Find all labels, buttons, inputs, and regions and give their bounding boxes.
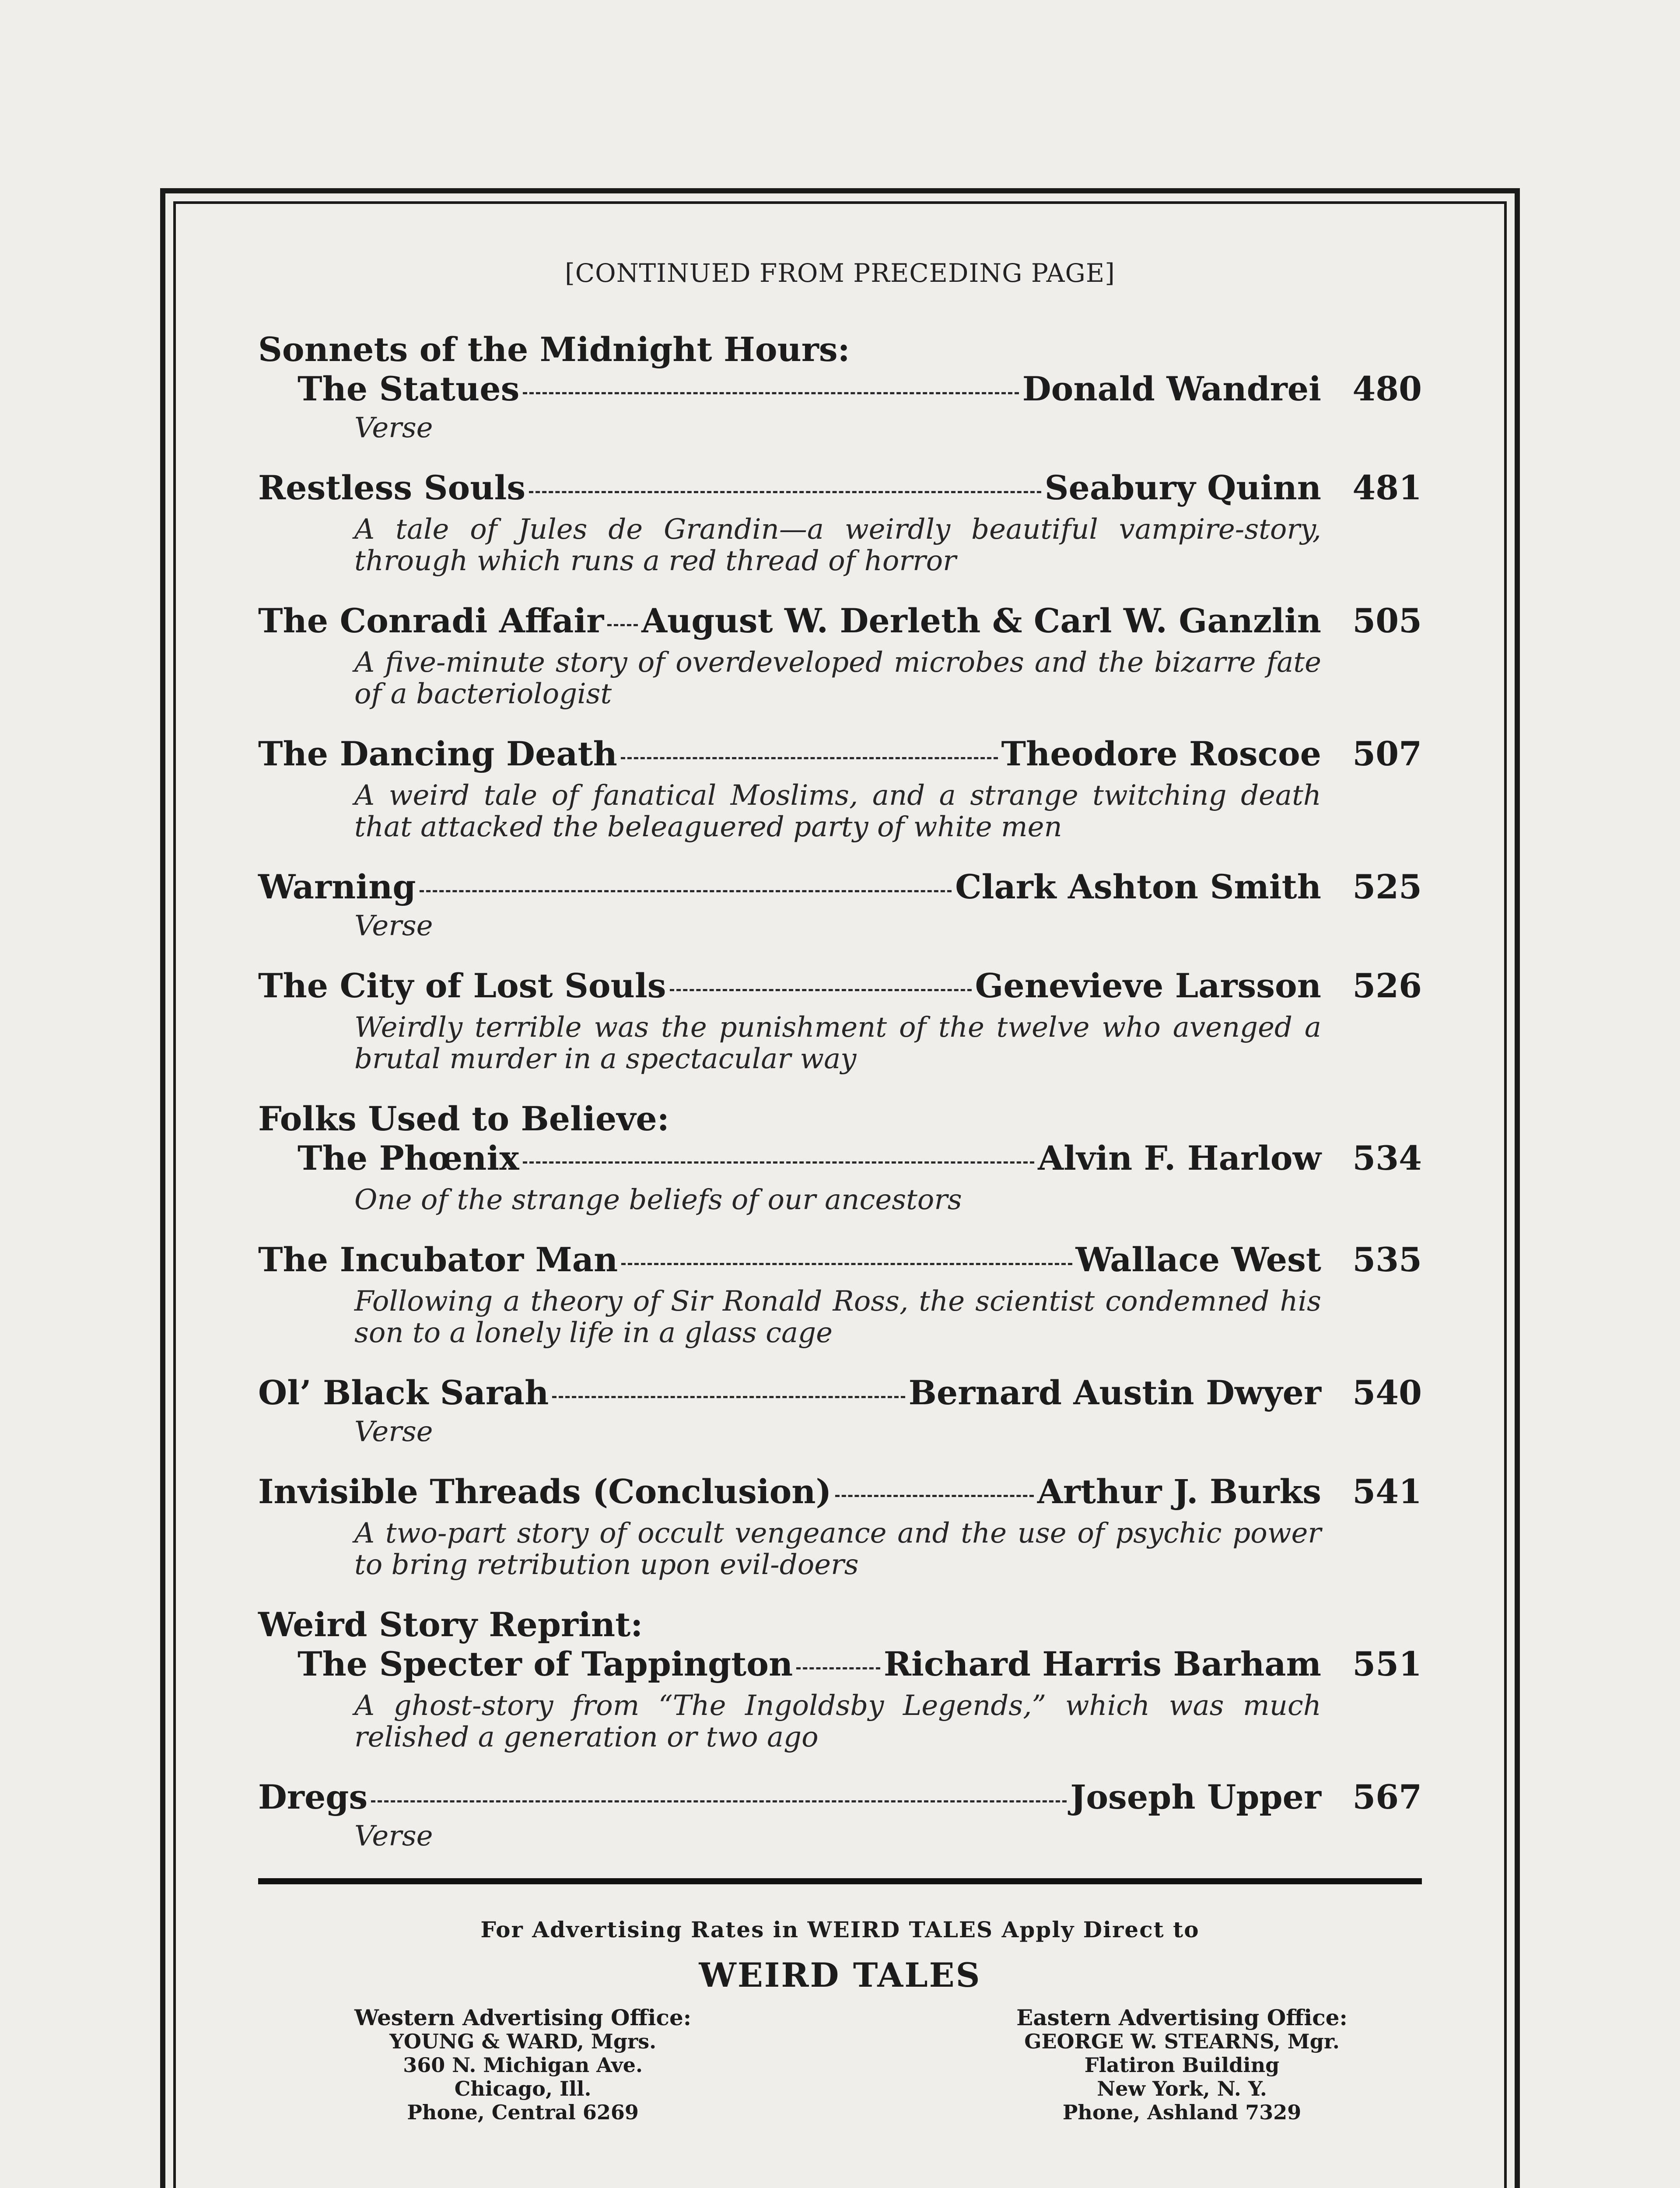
entry-row xyxy=(258,1472,1422,1511)
entry-author: Arthur J. Burks xyxy=(1037,1472,1321,1511)
entry-author: Wallace West xyxy=(1075,1240,1321,1279)
entry-row xyxy=(258,1139,1422,1178)
dot-leader xyxy=(670,989,972,991)
entry-author: Joseph Upper xyxy=(1070,1778,1321,1816)
entry-row xyxy=(258,966,1422,1006)
western-office-phone: Phone, Central 6269 xyxy=(407,2100,639,2124)
dot-leader xyxy=(371,1800,1067,1802)
entry-description: Verse xyxy=(354,1416,433,1448)
advertising-offices xyxy=(258,2006,1422,2124)
entry-author: Richard Harris Barham xyxy=(883,1645,1321,1683)
contents-entry xyxy=(258,1472,1422,1581)
entry-author: August W. Derleth & Carl W. Ganzlin xyxy=(641,601,1321,640)
contents-entry xyxy=(258,1099,1422,1216)
advertising-title: WEIRD TALES xyxy=(699,1956,981,1995)
entry-description: One of the strange beliefs of our ancestors xyxy=(354,1184,962,1216)
eastern-office-city: New York, N. Y. xyxy=(1097,2077,1267,2100)
continued-note: [CONTINUED FROM PRECEDING PAGE] xyxy=(565,258,1115,288)
eastern-office-heading: Eastern Advertising Office: xyxy=(1016,2005,1348,2030)
entry-author: Alvin F. Harlow xyxy=(1038,1139,1321,1178)
contents-entry xyxy=(258,1605,1422,1753)
dot-leader xyxy=(796,1667,880,1669)
entry-page: 525 xyxy=(1352,867,1422,906)
eastern-office-address: Flatiron Building xyxy=(1084,2053,1280,2077)
contents-entry xyxy=(258,966,1422,1075)
eastern-office-name: GEORGE W. STEARNS, Mgr. xyxy=(1024,2030,1340,2053)
eastern-office-phone: Phone, Ashland 7329 xyxy=(1062,2100,1302,2124)
entry-row xyxy=(258,369,1422,409)
entry-title: The Incubator Man xyxy=(258,1240,618,1279)
contents-page xyxy=(258,258,1422,2124)
entry-description: A two-part story of occult vengeance and the use of psychic power to bring retribution upon evil-doers xyxy=(354,1517,1321,1581)
entry-page: 507 xyxy=(1352,734,1422,773)
section-heading: Folks Used to Believe: xyxy=(258,1099,669,1138)
entry-title: The City of Lost Souls xyxy=(258,966,666,1005)
entry-title: The Conradi Affair xyxy=(258,601,604,640)
contents-entry xyxy=(258,867,1422,942)
dot-leader xyxy=(621,1263,1072,1265)
entry-description: Verse xyxy=(354,910,433,942)
entry-description: A weird tale of fanatical Moslims, and a strange twitching death that attacked the beleaguered party of white men xyxy=(354,779,1321,843)
entry-title: Dregs xyxy=(258,1778,368,1816)
dot-leader xyxy=(835,1495,1034,1497)
contents-entry xyxy=(258,1240,1422,1349)
entry-title: Ol’ Black Sarah xyxy=(258,1373,549,1412)
dot-leader xyxy=(523,392,1018,394)
entry-description: Verse xyxy=(354,1820,433,1852)
entry-row xyxy=(258,1778,1422,1817)
entry-page: 535 xyxy=(1352,1240,1422,1279)
advertising-line: For Advertising Rates in WEIRD TALES Apply Direct to xyxy=(480,1917,1200,1943)
contents-entry xyxy=(258,601,1422,710)
entry-page: 480 xyxy=(1352,369,1422,408)
divider-rule xyxy=(258,1878,1422,1884)
entry-title: The Specter of Tappington xyxy=(298,1645,793,1683)
eastern-office xyxy=(1016,2006,1348,2124)
western-office-city: Chicago, Ill. xyxy=(454,2077,592,2100)
entry-description: A tale of Jules de Grandin—a weirdly beautiful vampire-story, through which runs a red thread of horror xyxy=(354,513,1321,577)
entry-page: 526 xyxy=(1352,966,1422,1005)
entry-author: Seabury Quinn xyxy=(1044,468,1321,507)
contents-list xyxy=(258,330,1422,1852)
entry-author: Theodore Roscoe xyxy=(1001,734,1321,773)
entry-title: Restless Souls xyxy=(258,468,526,507)
dot-leader xyxy=(529,491,1041,493)
entry-description: Following a theory of Sir Ronald Ross, the scientist condemned his son to a lonely life in a glass cage xyxy=(354,1285,1321,1349)
entry-page: 540 xyxy=(1352,1373,1422,1412)
entry-page: 551 xyxy=(1352,1645,1422,1683)
entry-page: 481 xyxy=(1352,468,1422,507)
entry-row xyxy=(258,601,1422,641)
entry-title: Warning xyxy=(258,867,416,906)
entry-author: Genevieve Larsson xyxy=(975,966,1321,1005)
entry-description: Verse xyxy=(354,412,433,444)
advertising-block xyxy=(258,1917,1422,2124)
section-heading: Weird Story Reprint: xyxy=(258,1605,643,1644)
entry-title: Invisible Threads (Conclusion) xyxy=(258,1472,832,1511)
contents-entry xyxy=(258,734,1422,843)
entry-title: The Statues xyxy=(298,369,520,408)
contents-entry xyxy=(258,468,1422,577)
western-office-address: 360 N. Michigan Ave. xyxy=(403,2053,643,2077)
contents-entry xyxy=(258,330,1422,444)
entry-page: 541 xyxy=(1352,1472,1422,1511)
entry-title: The Dancing Death xyxy=(258,734,617,773)
entry-description: A five-minute story of overdeveloped microbes and the bizarre fate of a bacteriologist xyxy=(354,646,1321,710)
contents-entry xyxy=(258,1373,1422,1448)
entry-row xyxy=(258,1373,1422,1413)
entry-row xyxy=(258,734,1422,774)
dot-leader xyxy=(621,757,998,759)
dot-leader xyxy=(607,624,638,626)
entry-row xyxy=(258,867,1422,907)
entry-page: 505 xyxy=(1352,601,1422,640)
western-office-heading: Western Advertising Office: xyxy=(354,2005,692,2030)
entry-author: Bernard Austin Dwyer xyxy=(908,1373,1321,1412)
western-office xyxy=(354,2006,691,2124)
entry-page: 534 xyxy=(1352,1139,1422,1178)
entry-row xyxy=(258,468,1422,508)
entry-author: Donald Wandrei xyxy=(1022,369,1321,408)
section-heading: Sonnets of the Midnight Hours: xyxy=(258,330,850,369)
entry-description: A ghost-story from “The Ingoldsby Legends,” which was much relished a generation or two ago xyxy=(354,1690,1321,1753)
dot-leader xyxy=(420,890,952,892)
entry-title: The Phœnix xyxy=(298,1139,519,1178)
entry-row xyxy=(258,1240,1422,1280)
western-office-name: YOUNG & WARD, Mgrs. xyxy=(389,2030,657,2053)
entry-page: 567 xyxy=(1352,1778,1422,1816)
entry-description: Weirdly terrible was the punishment of the twelve who avenged a brutal murder in a spectacular way xyxy=(354,1011,1321,1075)
contents-entry xyxy=(258,1778,1422,1852)
dot-leader xyxy=(523,1161,1035,1164)
entry-author: Clark Ashton Smith xyxy=(955,867,1321,906)
dot-leader xyxy=(552,1396,905,1398)
entry-row xyxy=(258,1645,1422,1684)
